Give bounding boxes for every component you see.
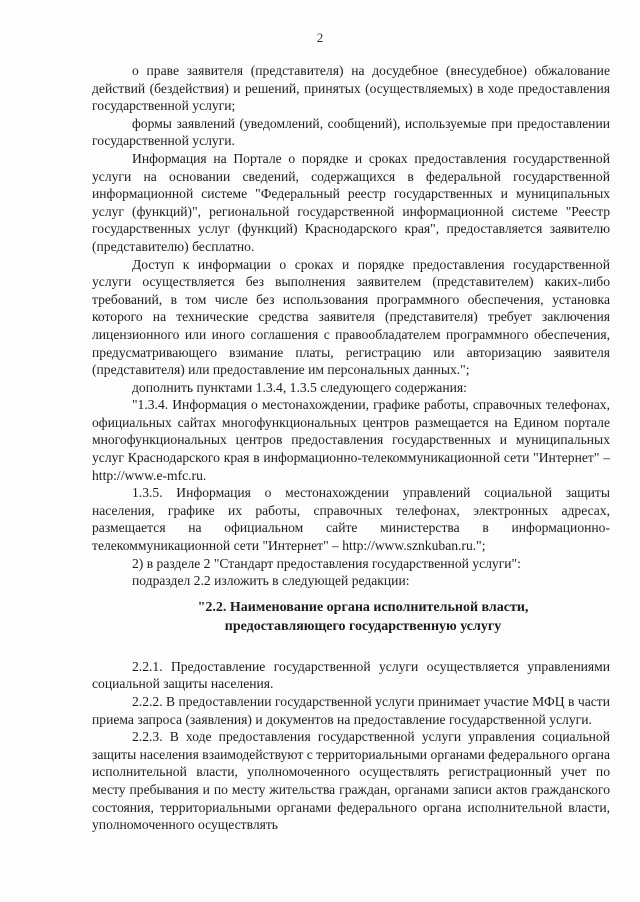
paragraph: формы заявлений (уведомлений, сообщений), используемые при предоставлении государственной услуги. (92, 115, 610, 149)
paragraph: Информация на Портале о порядке и сроках предоставления государственной услуги на основании сведений, содержащихся в федеральной государственной информационной системе "Федеральный реестр государственных и муниципальных услуг (функций)", региональной государственной информационной системе "Реестр государственных услуг (функций) Краснодарского края", предоставляется заявителю (представителю) бесплатно. (92, 150, 610, 254)
document-body (92, 62, 610, 834)
page-number: 2 (316, 30, 324, 45)
paragraph: "1.3.4. Информация о местонахождении, графике работы, справочных телефонах, официальных сайтах многофункциональных центров размещается на Едином портале многофункциональных центров предоставления государственных и муниципальных услуг Краснодарского края в информационно-телекоммуникационной сети "Интернет" – http://www.e-mfc.ru. (92, 397, 610, 483)
section-heading-line-1: "2.2. Наименование органа исполнительной власти, (197, 599, 529, 615)
section-heading (92, 598, 610, 636)
heading-spacer (92, 636, 610, 658)
paragraph: Доступ к информации о сроках и порядке предоставления государственной услуги осуществляется без выполнения заявителем (представителем) каких-либо требований, в том числе без использования программного обеспечения, установка которого на технические средства заявителя (представителя) требует заключения лицензионного или иного соглашения с правообладателем программного обеспечения, предусматривающего взимание платы, регистрацию или авторизацию заявителя (представителя) или предоставление им персональных данных."; (92, 256, 610, 378)
paragraph: 1.3.5. Информация о местонахождении управлений социальной защиты населения, графике их работы, справочных телефонах, электронных адресах, размещается на официальном сайте министерства в информационно-телекоммуникационной сети "Интернет" – http://www.sznkuban.ru."; (92, 485, 610, 554)
paragraph: 2.2.1. Предоставление государственной услуги осуществляется управлениями социальной защиты населения. (92, 658, 610, 692)
paragraph: о праве заявителя (представителя) на досудебное (внесудебное) обжалование действий (бездействия) и решений, принятых (осуществляемых) в ходе предоставления государственной услуги; (92, 63, 610, 114)
paragraph: 2) в разделе 2 "Стандарт предоставления государственной услуги": (132, 555, 521, 571)
paragraph: дополнить пунктами 1.3.4, 1.3.5 следующего содержания: (132, 379, 467, 395)
section-heading-line-2: предоставляющего государственную услугу (224, 618, 502, 634)
paragraph: 2.2.3. В ходе предоставления государственной услуги управления социальной защиты населения взаимодействуют с территориальными органами федерального органа исполнительной власти, уполномоченного осуществлять регистрационный учет по месту пребывания и по месту жительства граждан, органами записи актов гражданского состояния, территориальными органами федерального органа исполнительной власти, уполномоченного осуществлять (92, 729, 610, 833)
paragraph: подраздел 2.2 изложить в следующей редакции: (132, 573, 410, 589)
paragraph: 2.2.2. В предоставлении государственной услуги принимает участие МФЦ в части приема запроса (заявления) и документов на предоставление государственной услуги. (92, 694, 610, 727)
